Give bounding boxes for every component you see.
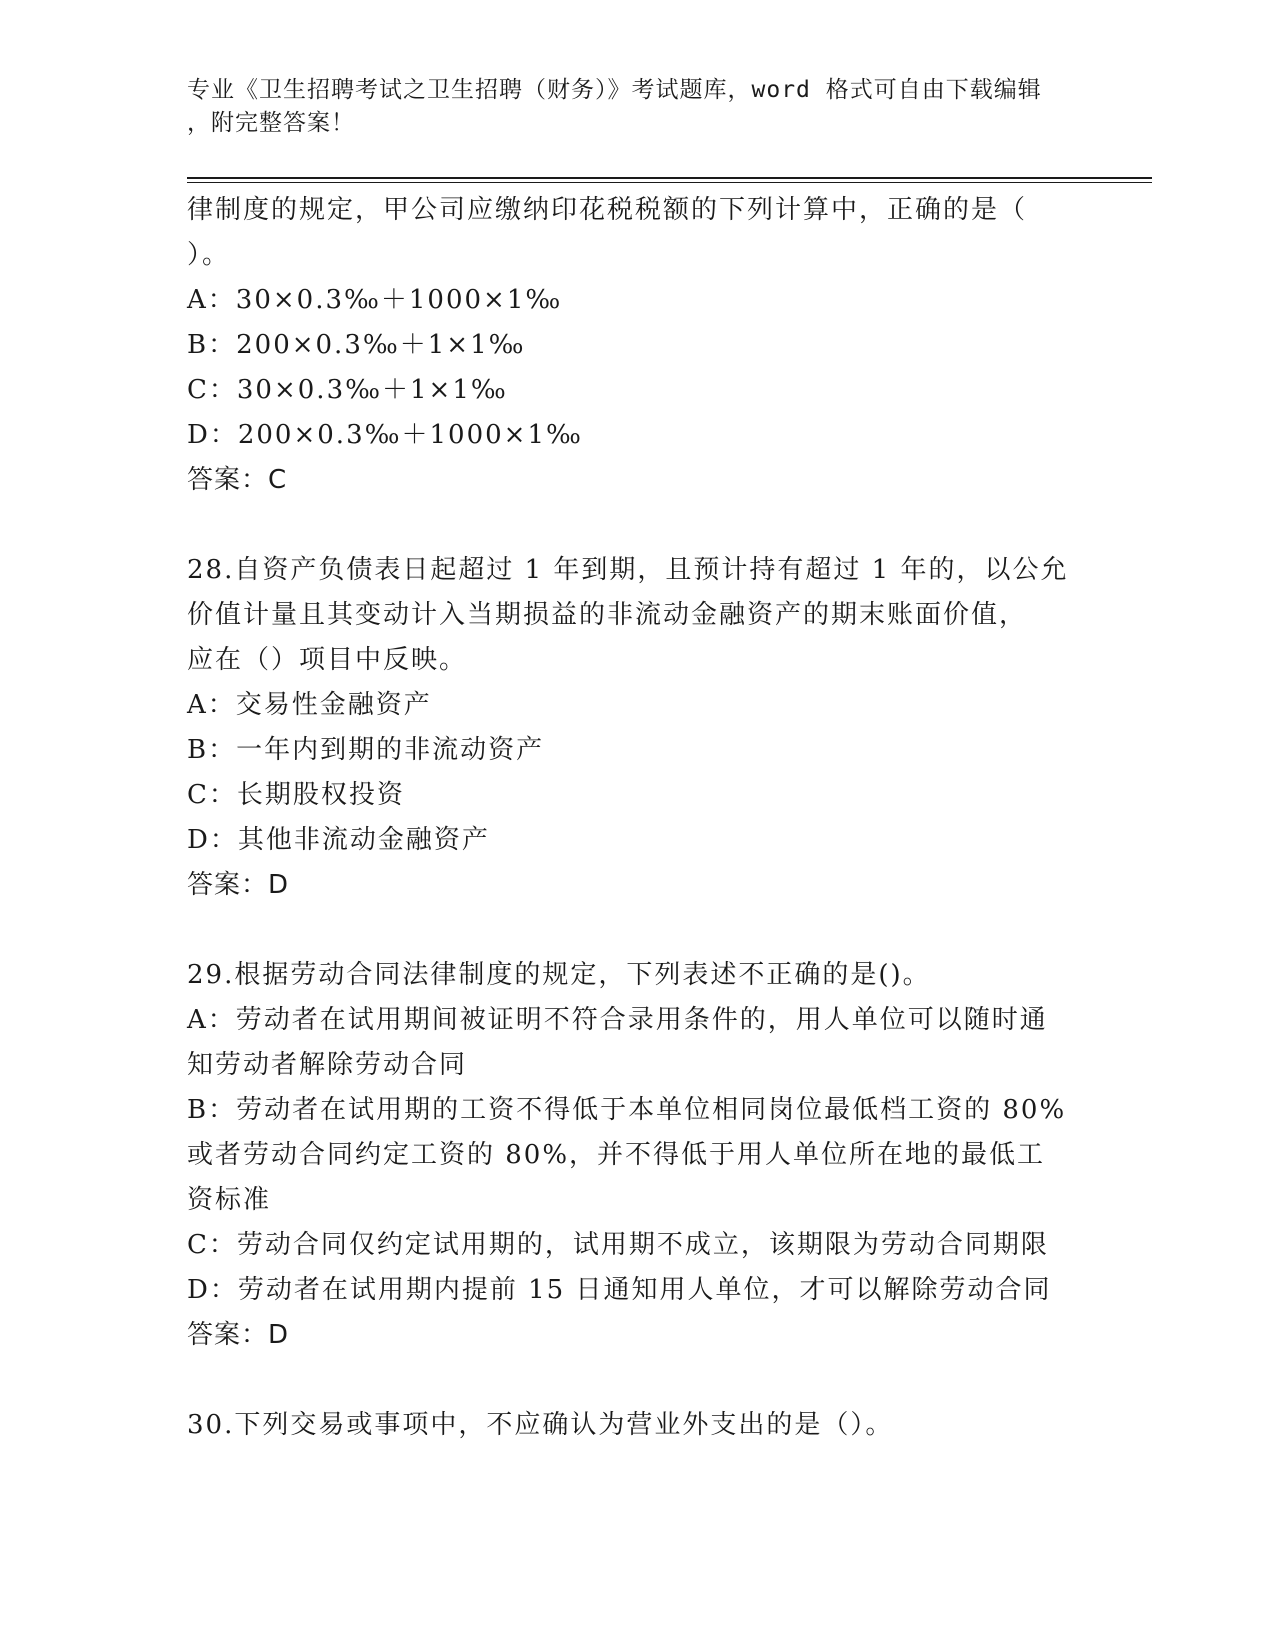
header-line-2: ，附完整答案！ — [187, 110, 355, 136]
answer-line: 答案：C — [187, 465, 288, 495]
option-c: C：30×0.3‰＋1×1‰ — [187, 375, 508, 405]
question-block-28 — [187, 548, 1087, 908]
answer-line: 答案：D — [187, 1320, 290, 1350]
question-block-29 — [187, 953, 1087, 1358]
answer-line: 答案：D — [187, 870, 290, 900]
option-a: A：劳动者在试用期间被证明不符合录用条件的，用人单位可以随时通 — [187, 1005, 1048, 1035]
option-b-continued: 资标准 — [187, 1185, 272, 1215]
option-a: A：30×0.3‰＋1000×1‰ — [187, 285, 563, 315]
option-a-continued: 知劳动者解除劳动合同 — [187, 1050, 468, 1080]
document-header — [187, 74, 1087, 140]
option-c: C：长期股权投资 — [187, 780, 405, 810]
option-b: B：200×0.3‰＋1×1‰ — [187, 330, 526, 360]
document-body — [187, 188, 1087, 1448]
header-rule-thick — [187, 177, 1152, 179]
question-stem-line: 应在（）项目中反映。 — [187, 645, 468, 675]
option-b: B：一年内到期的非流动资产 — [187, 735, 545, 765]
header-line-1: 专业《卫生招聘考试之卫生招聘（财务）》考试题库，word 格式可自由下载编辑 — [187, 77, 1042, 103]
header-rule-thin — [187, 182, 1152, 183]
question-stem-line: 30.下列交易或事项中，不应确认为营业外支出的是（）。 — [187, 1410, 894, 1440]
option-d: D：劳动者在试用期内提前 15 日通知用人单位，才可以解除劳动合同 — [187, 1275, 1052, 1305]
question-stem-line: ）。 — [187, 240, 231, 270]
question-stem-line: 律制度的规定，甲公司应缴纳印花税税额的下列计算中，正确的是（ — [187, 195, 1028, 225]
question-stem-line: 28.自资产负债表日起超过 1 年到期，且预计持有超过 1 年的，以公允 — [187, 555, 1069, 585]
option-d: D：其他非流动金融资产 — [187, 825, 490, 855]
question-block-30 — [187, 1403, 1087, 1448]
option-b: B：劳动者在试用期的工资不得低于本单位相同岗位最低档工资的 80% — [187, 1095, 1067, 1125]
option-d: D：200×0.3‰＋1000×1‰ — [187, 420, 583, 450]
question-stem-line: 29.根据劳动合同法律制度的规定，下列表述不正确的是()。 — [187, 960, 931, 990]
option-b-continued: 或者劳动合同约定工资的 80%，并不得低于用人单位所在地的最低工 — [187, 1140, 1046, 1170]
option-c: C：劳动合同仅约定试用期的，试用期不成立，该期限为劳动合同期限 — [187, 1230, 1049, 1260]
option-a: A：交易性金融资产 — [187, 690, 432, 720]
question-stem-line: 价值计量且其变动计入当期损益的非流动金融资产的期末账面价值， — [187, 600, 1028, 630]
question-block-27 — [187, 188, 1087, 503]
